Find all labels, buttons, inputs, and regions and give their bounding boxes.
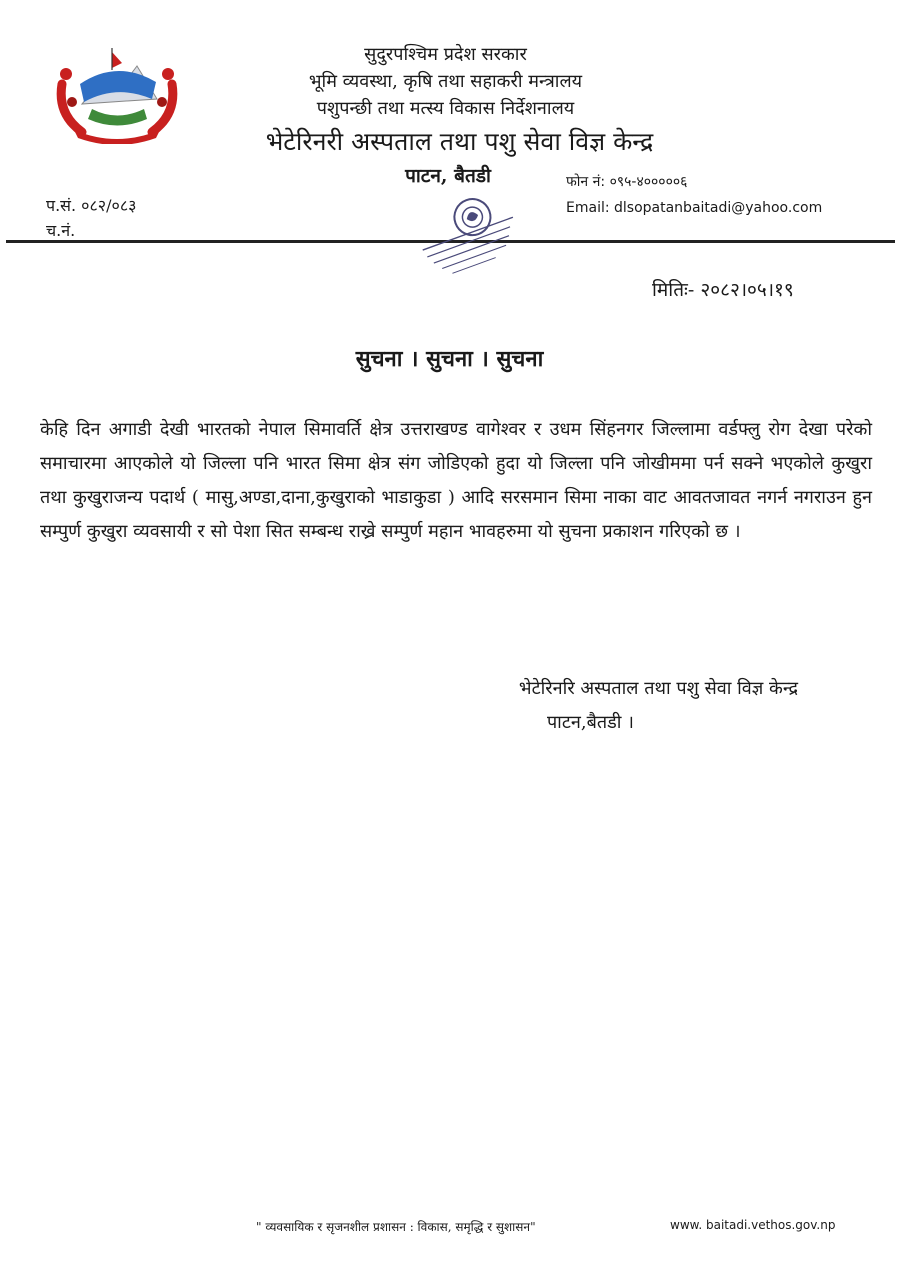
office-name: भेटेरिनरी अस्पताल तथा पशु सेवा विज्ञ केन्द्र (265, 127, 654, 156)
office-stamp (408, 194, 528, 286)
notice-body: केहि दिन अगाडी देखी भारतको नेपाल सिमावर्ति क्षेत्र उत्तराखण्ड वागेश्वर र उधम सिंहनगर जिल्लामा वर्डफ्लु रोग देखा परेको समाचारमा आएकोले यो जिल्ला पनि भारत सिमा क्षेत्र संग जोडिएको हुदा यो जिल्ला पनि जोखीममा पर्न सक्ने भएकोले कुखुरा तथा कुखुराजन्य पदार्थ ( मासु,अण्डा,दाना,कुखुराको भाडाकुडा ) आदि सरसमान सिमा नाका वाट आवतजावत नगर्न नगराउन हुन सम्पुर्ण कुखुरा व्यवसायी र सो पेशा सित सम्बन्ध राख्रे सम्पुर्ण महान भावहरुमा यो सुचना प्रकाशन गरिएको छ । (40, 419, 872, 542)
email-address: Email: dlsopatanbaitadi@yahoo.com (566, 200, 823, 216)
dispatch-number: च.नं. (46, 221, 76, 240)
reference-number: प.सं. ०८२/०८३ (46, 196, 137, 215)
government-name: सुदुरपश्चिम प्रदेश सरकार (364, 44, 527, 65)
signature-place: पाटन,बैतडी । (546, 712, 634, 733)
office-location: पाटन, बैतडी (405, 165, 491, 187)
phone-number: फोन नं: ०९५-४०००००६ (566, 174, 688, 190)
footer-slogan: " व्यवसायिक र सृजनशील प्रशासन : विकास, समृद्धि र सुशासन" (256, 1220, 536, 1234)
notice-title: सुचना । सुचना । सुचना (355, 346, 544, 372)
ministry-name: भूमि व्यवस्था, कृषि तथा सहाकरी मन्त्रालय (308, 71, 583, 92)
notice-date: मितिः- २०८२।०५।१९ (652, 279, 794, 301)
directorate-name: पशुपन्छी तथा मत्स्य विकास निर्देशनालय (316, 98, 575, 119)
footer-website: www. baitadi.vethos.gov.np (670, 1218, 836, 1232)
signature-office: भेटेरिनरि अस्पताल तथा पशु सेवा विज्ञ केन्द्र (518, 678, 798, 699)
